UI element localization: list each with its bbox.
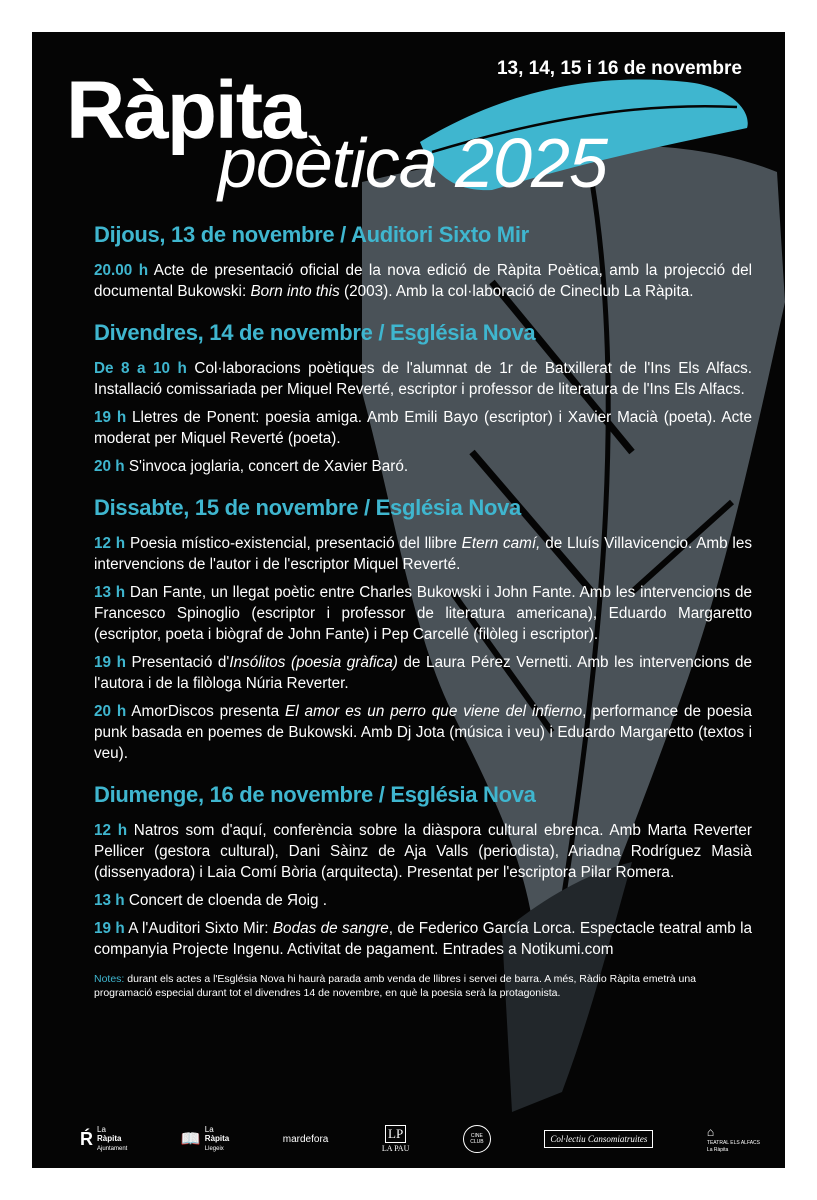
rapita-r-icon: Ŕ (80, 1128, 93, 1149)
day-thursday (94, 222, 752, 302)
event: 12 h Poesia místico-existencial, presentació del llibre Etern camí, de Lluís Villavicencio. Amb les intervencions de l'autor i de l'escriptor Miquel Reverté. (94, 535, 752, 573)
event-time: 19 h (94, 409, 127, 426)
day-heading: Dijous, 13 de novembre / Auditori Sixto Mir (94, 222, 529, 247)
event: 20 h S'invoca joglaria, concert de Xavier Baró. (94, 458, 409, 475)
title-rapita: Ràpita (66, 65, 305, 156)
day-sunday (94, 782, 752, 960)
event: 13 h Dan Fante, un llegat poètic entre Charles Bukowski i John Fante. Amb les intervencions de Francesco Spinoglio (escriptor i professor de literatura americana), Eduardo Margaretto (escriptor, poeta i biògraf de John Fante) i Pep Carcellé (filòleg i escriptor). (94, 584, 753, 643)
event-time: 19 h (94, 654, 126, 671)
notes: Notes: durant els actes a l'Església Nova hi haurà parada amb venda de llibres i servei de barra. A més, Ràdio Ràpita emetrà una programació especial durant tot el divendres 14 de novembre, en què la poesia serà la protagonista. (94, 973, 697, 999)
event: 19 h Lletres de Ponent: poesia amiga. Amb Emili Bayo (escriptor) i Xavier Macià (poeta). Acte moderat per Miquel Reverté (poeta). (94, 409, 753, 447)
event: 13 h Concert de cloenda de Яoig . (94, 892, 327, 909)
poster (32, 32, 785, 1168)
theater-icon: ⌂ (706, 1125, 715, 1139)
day-heading: Diumenge, 16 de novembre / Església Nova (94, 782, 536, 807)
event-time: 12 h (94, 822, 128, 839)
logo-rapita-llegeix: 📖 La Ràpita Llegeix (180, 1124, 230, 1152)
event: De 8 a 10 h Col·laboracions poètiques de l'alumnat de 1r de Batxillerat de l'Ins Els Alfacs. Installació comissariada per Miquel Reverté, escriptor i professor de literatura de l'Ins Els Alfacs. (94, 360, 752, 398)
logo-la-pau: LP LA PAU (381, 1126, 410, 1153)
event: 19 h Presentació d'Insólitos (poesia gràfica) de Laura Pérez Vernetti. Amb les intervencions de l'autora i de la filòloga Núria Reverter. (94, 654, 753, 692)
event-time: 13 h (94, 892, 125, 909)
event: 12 h Natros som d'aquí, conferència sobre la diàspora cultural ebrenca. Amb Marta Reverter Pellicer (gestora cultural), Dani Sàinz de Aja Valls (periodista), Ariadna Rodríguez Masià (dissenyadora) i Laia Comí Bòria (arquitecta). Presentat per l'escriptora Pilar Romera. (94, 822, 753, 881)
day-heading: Dissabte, 15 de novembre / Església Nova (94, 495, 521, 520)
event-time: 20 h (94, 458, 125, 475)
day-friday (94, 320, 752, 477)
logo-rapita-ajuntament: Ŕ La Ràpita Ajuntament (80, 1124, 128, 1152)
event: 19 h A l'Auditori Sixto Mir: Bodas de sangre, de Federico García Lorca. Espectacle teatral amb la companyia Projecte Ingenu. Activitat de pagament. Entrades a Notikumi.com (94, 920, 753, 958)
event-time: 13 h (94, 584, 126, 601)
event-time: 20 h (94, 703, 127, 720)
day-saturday (94, 495, 752, 764)
event: 20.00 h Acte de presentació oficial de la nova edició de Ràpita Poètica, amb la projecció del documental Bukowski: Born into this (2003). Amb la col·laboració de Cineclub La Ràpita. (94, 262, 753, 300)
logo-cineclub: CINE CLUB (463, 1125, 491, 1153)
notes-label: Notes: (94, 973, 125, 985)
event-time: De 8 a 10 h (94, 360, 187, 377)
day-heading: Divendres, 14 de novembre / Església Nova (94, 320, 536, 345)
event-time: 20.00 h (94, 262, 149, 279)
sponsor-logos (80, 1122, 760, 1156)
title-poetica-2025: poètica 2025 (218, 124, 607, 202)
book-icon: 📖 (180, 1131, 201, 1148)
logo-collectiu: Col·lectiu Cansomiatruites (544, 1130, 653, 1148)
festival-dates: 13, 14, 15 i 16 de novembre (496, 58, 742, 79)
event-time: 19 h (94, 920, 125, 937)
program (94, 222, 752, 1000)
event: 20 h AmorDiscos presenta El amor es un perro que viene del infierno, performance de poesia punk basada en poemes de Bukowski. Amb Dj Jota (música i veu) i Eduardo Margaretto (textos i veu). (94, 703, 753, 762)
event-time: 12 h (94, 535, 126, 552)
logo-mardefora: mardefora (282, 1133, 329, 1145)
logo-teatral-els-alfacs: ⌂ TEATRAL ELS ALFACS La Ràpita (706, 1125, 760, 1153)
